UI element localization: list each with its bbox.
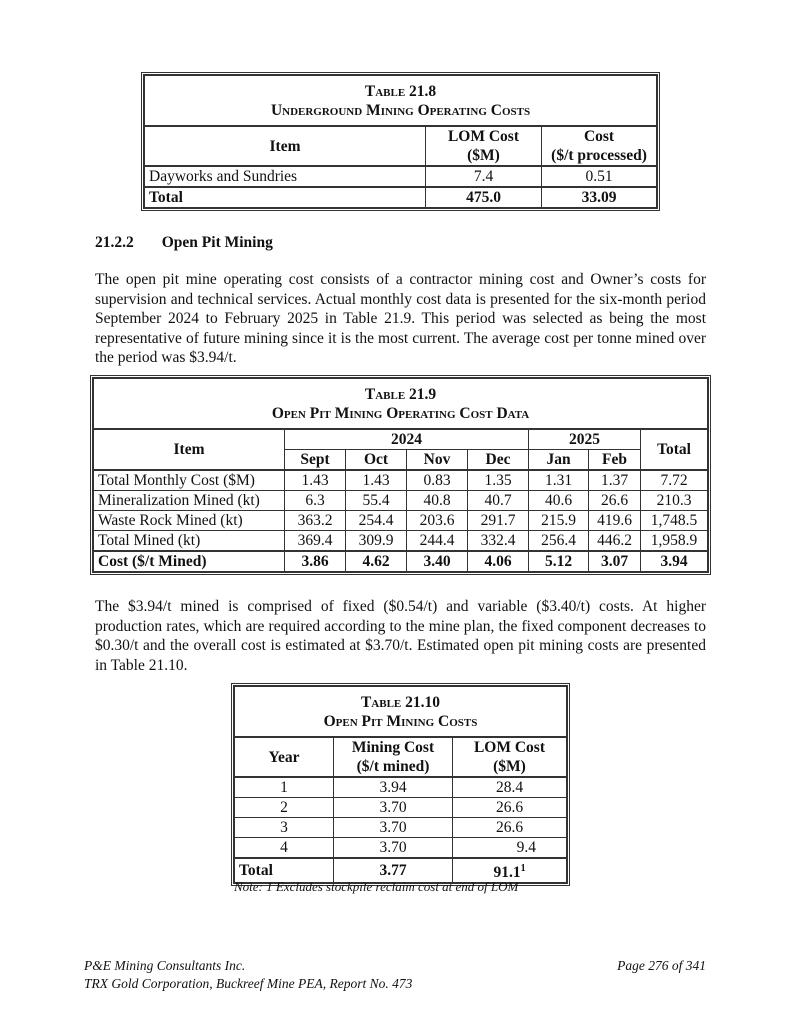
section-heading: 21.2.2 Open Pit Mining (95, 234, 273, 251)
table-row (94, 491, 708, 511)
table-title: Table 21.10 Open Pit Mining Costs (235, 687, 567, 738)
table-row: Dayworks and Sundries 7.4 0.51 (145, 166, 657, 187)
footer-page-number: Page 276 of 341 (617, 958, 706, 973)
col-header: LOM Cost ($M) (453, 737, 567, 777)
col-header: Total (641, 429, 708, 470)
table-note: Note: 1 Excludes stockpile reclaim cost at end of LOM (234, 879, 519, 894)
cell-value: 55.4 (346, 491, 407, 511)
cell-value: 3.40 (407, 551, 468, 572)
cell-value: 4.62 (346, 551, 407, 572)
table-row (94, 531, 708, 552)
cell-value: 215.9 (529, 511, 589, 531)
cell-value: 40.6 (529, 491, 589, 511)
cell-value: 1.43 (285, 470, 346, 491)
month-header: Feb (589, 450, 641, 471)
col-header: Cost ($/t processed) (542, 126, 657, 166)
cell-value: 3.94 (641, 551, 708, 572)
cell-value: 369.4 (285, 531, 346, 552)
cell-value: 26.6 (589, 491, 641, 511)
cell-value: 4.06 (468, 551, 529, 572)
col-header: Item (145, 126, 426, 166)
table-row (94, 511, 708, 531)
month-header: Jan (529, 450, 589, 471)
year-header: 2025 (529, 429, 641, 450)
cell-value: 1.35 (468, 470, 529, 491)
col-header: Item (94, 429, 285, 470)
col-header: Year (235, 737, 334, 777)
cell-value: 419.6 (589, 511, 641, 531)
col-header: Mining Cost ($/t mined) (334, 737, 453, 777)
paragraph: The open pit mine operating cost consists of a contractor mining cost and Owner’s costs for supervision and technical services. Actual monthly cost data is presented for the six-month period September 2024 to February 2025 in Table 21.9. This period was selected as being the most representative of future mining since it is the most current. The average cost per tonne mined over the period was $3.94/t. (95, 271, 706, 366)
row-label: Cost ($/t Mined) (94, 551, 285, 572)
table-21-8 (144, 75, 657, 208)
paragraph: The $3.94/t mined is comprised of fixed ($0.54/t) and variable ($3.40/t) costs. At higher production rates, which are required according to the mine plan, the fixed component decreases to $0.30/t and the overall cost is estimated at $3.70/t. Estimated open pit mining costs are presented in Table 21.10. (95, 598, 706, 674)
cell-value: 203.6 (407, 511, 468, 531)
month-header: Oct (346, 450, 407, 471)
cell-value: 254.4 (346, 511, 407, 531)
cell-value: 1,748.5 (641, 511, 708, 531)
cell-value: 3.86 (285, 551, 346, 572)
cell-value: 6.3 (285, 491, 346, 511)
cell-value: 0.83 (407, 470, 468, 491)
cell-value: 244.4 (407, 531, 468, 552)
year-header: 2024 (285, 429, 529, 450)
col-header: LOM Cost ($M) (426, 126, 542, 166)
table-row (94, 470, 708, 491)
cell-value: 309.9 (346, 531, 407, 552)
table-21-10 (234, 686, 567, 883)
table-title: Table 21.9 Open Pit Mining Operating Cost Data (94, 379, 708, 430)
table-title: Table 21.8 Underground Mining Operating Costs (145, 76, 657, 127)
table-row: 1 3.94 28.4 (235, 777, 567, 798)
cell-value: 40.8 (407, 491, 468, 511)
row-label: Total Monthly Cost ($M) (94, 470, 285, 491)
row-label: Waste Rock Mined (kt) (94, 511, 285, 531)
cell-value: 446.2 (589, 531, 641, 552)
cell-value: 1.31 (529, 470, 589, 491)
cell-value: 291.7 (468, 511, 529, 531)
cell-value: 332.4 (468, 531, 529, 552)
cell-value: 40.7 (468, 491, 529, 511)
table-row: 3 3.70 26.6 (235, 818, 567, 838)
cell-value: 3.07 (589, 551, 641, 572)
month-header: Dec (468, 450, 529, 471)
month-header: Nov (407, 450, 468, 471)
table-row: 4 3.70 9.4 (235, 838, 567, 859)
table-row-total: Total 3.77 91.1$^1$ (235, 858, 567, 883)
footer-company: P&E Mining Consultants Inc. (84, 958, 246, 973)
cell-value: 1,958.9 (641, 531, 708, 552)
table-row: 2 3.70 26.6 (235, 798, 567, 818)
month-header: Sept (285, 450, 346, 471)
cell-value: 1.37 (589, 470, 641, 491)
cell-value: 7.72 (641, 470, 708, 491)
cell-value: 5.12 (529, 551, 589, 572)
footer-report: TRX Gold Corporation, Buckreef Mine PEA, Report No. 473 (84, 976, 413, 991)
cell-value: 363.2 (285, 511, 346, 531)
row-label: Mineralization Mined (kt) (94, 491, 285, 511)
table-row-total: Total 475.0 33.09 (145, 187, 657, 208)
table-21-9 (93, 378, 708, 572)
cell-value: 1.43 (346, 470, 407, 491)
row-label: Total Mined (kt) (94, 531, 285, 552)
cell-value: 210.3 (641, 491, 708, 511)
cell-value: 256.4 (529, 531, 589, 552)
table-row-total (94, 551, 708, 572)
